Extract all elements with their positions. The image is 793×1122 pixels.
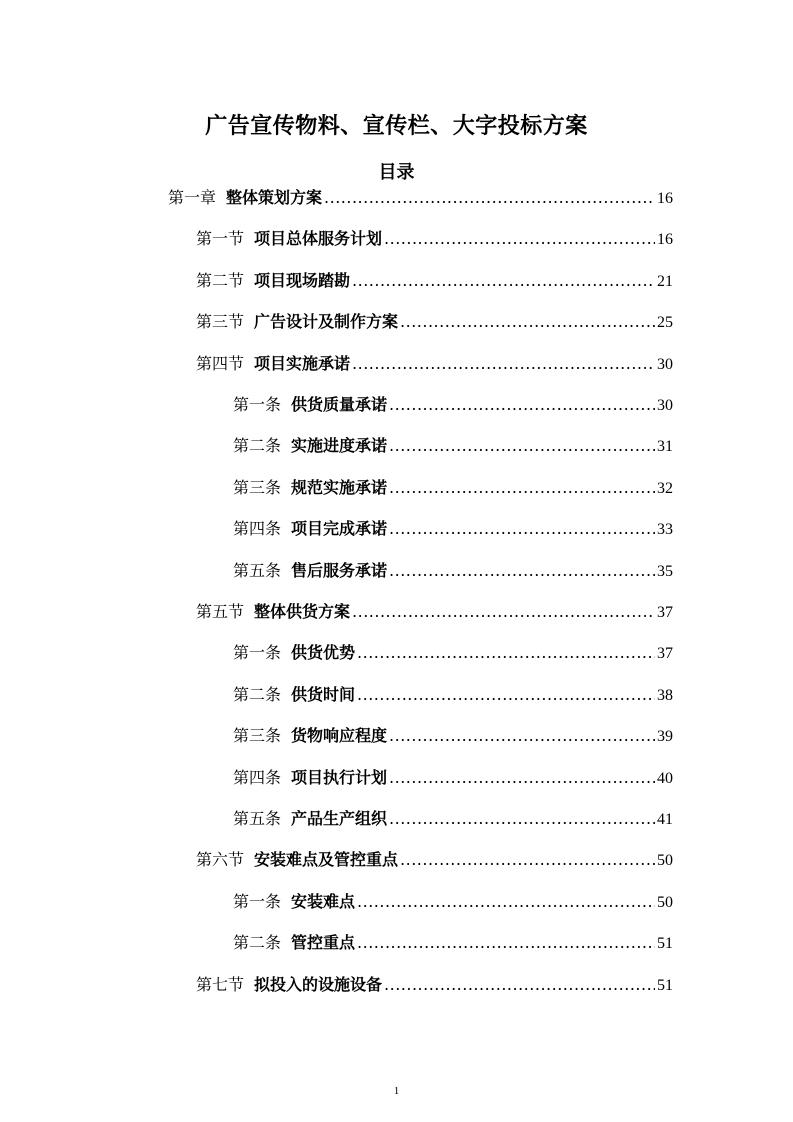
toc-entry-page: 40 bbox=[657, 769, 673, 787]
toc-entry[interactable] bbox=[196, 973, 673, 997]
toc-entry-title: 安装难点及管控重点 bbox=[254, 850, 399, 870]
toc-entry-number: 第三条 bbox=[233, 477, 282, 497]
toc-entry-number: 第一条 bbox=[233, 395, 282, 414]
toc-entry[interactable] bbox=[196, 352, 673, 376]
toc-entry-page: 16 bbox=[657, 190, 673, 207]
toc-entry[interactable] bbox=[233, 683, 673, 707]
toc-entry-title: 安装难点 bbox=[291, 891, 356, 911]
toc-entry-number: 第二条 bbox=[233, 436, 282, 456]
toc-entry-page: 41 bbox=[657, 811, 673, 828]
toc-entry-page: 33 bbox=[657, 521, 673, 539]
toc-entry-title: 整体策划方案 bbox=[226, 188, 323, 207]
toc-entry-number: 第一章 bbox=[168, 188, 217, 207]
toc-entry-title: 产品生产组织 bbox=[291, 809, 388, 828]
toc-entry-title: 拟投入的设施设备 bbox=[254, 974, 383, 994]
toc-entry[interactable] bbox=[168, 186, 673, 210]
toc-entry-title: 项目实施承诺 bbox=[254, 353, 351, 373]
toc-dot-leader bbox=[384, 227, 655, 251]
toc-entry-number: 第二节 bbox=[196, 270, 245, 290]
toc-entry-title: 项目完成承诺 bbox=[291, 519, 388, 539]
toc-dot-leader bbox=[389, 393, 655, 417]
toc-dot-leader bbox=[384, 973, 655, 997]
toc-entry[interactable] bbox=[196, 848, 673, 872]
toc-entry-number: 第五条 bbox=[233, 809, 282, 828]
toc-entry-page: 39 bbox=[657, 728, 673, 746]
toc-dot-leader bbox=[389, 807, 655, 831]
toc-entry-number: 第四条 bbox=[233, 767, 282, 787]
toc-entry-page: 50 bbox=[657, 852, 673, 870]
toc-entry-number: 第四节 bbox=[196, 353, 245, 373]
toc-dot-leader bbox=[389, 559, 655, 583]
toc-entry[interactable] bbox=[233, 724, 673, 748]
toc-dot-leader bbox=[357, 683, 655, 707]
toc-entry-title: 项目执行计划 bbox=[291, 767, 388, 787]
toc-entry-title: 供货质量承诺 bbox=[291, 395, 388, 414]
toc-entry-number: 第一条 bbox=[233, 891, 282, 911]
toc-entry-title: 货物响应程度 bbox=[291, 726, 388, 746]
toc-entry-page: 25 bbox=[657, 314, 673, 332]
toc-entry[interactable] bbox=[233, 766, 673, 790]
toc-entry-title: 整体供货方案 bbox=[254, 602, 351, 621]
toc-entry[interactable] bbox=[196, 227, 673, 251]
toc-entry-page: 37 bbox=[657, 645, 673, 663]
toc-dot-leader bbox=[352, 269, 655, 293]
toc-entry[interactable] bbox=[233, 559, 673, 583]
toc-entry-title: 项目总体服务计划 bbox=[254, 229, 383, 249]
toc-dot-leader bbox=[389, 724, 655, 748]
toc-dot-leader bbox=[389, 766, 655, 790]
toc-entry-page: 21 bbox=[657, 272, 673, 290]
toc-entry-page: 30 bbox=[657, 355, 673, 373]
toc-entry-number: 第三节 bbox=[196, 312, 245, 332]
toc-entry[interactable] bbox=[233, 641, 673, 665]
toc-entry[interactable] bbox=[233, 393, 673, 417]
toc-dot-leader bbox=[400, 848, 655, 872]
toc-entry[interactable] bbox=[233, 476, 673, 500]
toc-dot-leader bbox=[389, 434, 655, 458]
toc-dot-leader bbox=[324, 186, 655, 210]
toc-entry-page: 16 bbox=[657, 231, 673, 249]
toc-dot-leader bbox=[357, 931, 655, 955]
toc-entry-title: 售后服务承诺 bbox=[291, 560, 388, 580]
toc-entry-number: 第二条 bbox=[233, 933, 282, 953]
toc-entry[interactable] bbox=[233, 434, 673, 458]
toc-entry-title: 管控重点 bbox=[291, 933, 356, 953]
toc-entry[interactable] bbox=[233, 517, 673, 541]
toc-entry-number: 第五节 bbox=[196, 602, 245, 621]
toc-dot-leader bbox=[400, 310, 655, 334]
toc-entry-number: 第二条 bbox=[233, 684, 282, 704]
toc-entry-page: 35 bbox=[657, 562, 673, 580]
toc-entry[interactable] bbox=[196, 269, 673, 293]
toc-entry[interactable] bbox=[233, 931, 673, 955]
toc-entry-title: 供货优势 bbox=[291, 643, 356, 663]
toc-entry-page: 31 bbox=[657, 438, 673, 456]
toc-entry-page: 37 bbox=[657, 604, 673, 621]
toc-dot-leader bbox=[389, 476, 655, 500]
toc-entry[interactable] bbox=[196, 310, 673, 334]
toc-entry-number: 第一节 bbox=[196, 229, 245, 249]
toc-entry-number: 第五条 bbox=[233, 560, 282, 580]
toc-heading: 目录 bbox=[378, 161, 415, 183]
toc-entry-number: 第四条 bbox=[233, 519, 282, 539]
toc-entry-title: 项目现场踏勘 bbox=[254, 270, 351, 290]
toc-entry-number: 第七节 bbox=[196, 974, 245, 994]
toc-entry[interactable] bbox=[233, 890, 673, 914]
document-title: 广告宣传物料、宣传栏、大字投标方案 bbox=[205, 113, 588, 139]
page-number: 1 bbox=[393, 1085, 400, 1097]
toc-entry-page: 30 bbox=[657, 397, 673, 414]
toc-entry-page: 50 bbox=[657, 893, 673, 911]
toc-dot-leader bbox=[352, 600, 655, 624]
toc-entry[interactable] bbox=[196, 600, 673, 624]
toc-dot-leader bbox=[357, 641, 655, 665]
toc-dot-leader bbox=[357, 890, 655, 914]
toc-entry-page: 32 bbox=[657, 479, 673, 497]
toc-dot-leader bbox=[352, 352, 655, 376]
toc-entry-number: 第六节 bbox=[196, 850, 245, 870]
toc-dot-leader bbox=[389, 517, 655, 541]
toc-entry-number: 第三条 bbox=[233, 726, 282, 746]
toc-entry-page: 38 bbox=[657, 686, 673, 704]
toc-entry[interactable] bbox=[233, 807, 673, 831]
toc-entry-title: 规范实施承诺 bbox=[291, 477, 388, 497]
toc-entry-page: 51 bbox=[657, 935, 673, 953]
toc-entry-title: 供货时间 bbox=[291, 684, 356, 704]
toc-entry-page: 51 bbox=[657, 976, 673, 994]
toc-entry-title: 广告设计及制作方案 bbox=[254, 312, 399, 332]
toc-entry-title: 实施进度承诺 bbox=[291, 436, 388, 456]
toc-entry-number: 第一条 bbox=[233, 643, 282, 663]
